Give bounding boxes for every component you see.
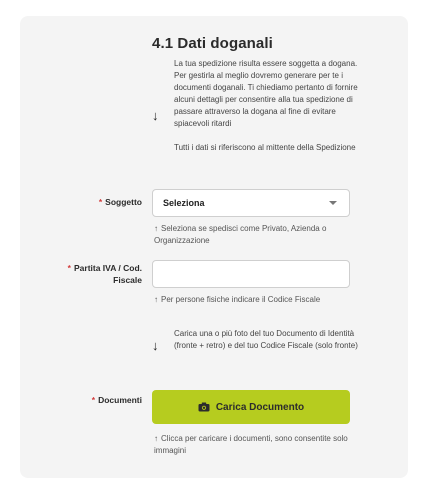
required-mark: * bbox=[98, 197, 103, 207]
documents-info-block bbox=[150, 328, 365, 368]
arrow-down-icon: ↓ bbox=[152, 108, 159, 123]
upload-document-button[interactable] bbox=[152, 390, 350, 424]
partita-iva-label-line2: Fiscale bbox=[113, 275, 142, 285]
partita-iva-hint-text: Per persone fisiche indicare il Codice Fiscale bbox=[161, 295, 321, 304]
documenti-label bbox=[92, 394, 142, 406]
intro-block bbox=[150, 58, 365, 183]
soggetto-hint-text: Seleziona se spedisci come Privato, Azienda o Organizzazione bbox=[154, 224, 327, 245]
intro-text bbox=[174, 58, 369, 154]
soggetto-select[interactable] bbox=[152, 189, 350, 217]
documenti-hint-text: Clicca per caricare i documenti, sono consentite solo immagini bbox=[154, 434, 348, 455]
arrow-down-icon: ↓ bbox=[152, 338, 159, 353]
intro-note: Tutti i dati si riferiscono al mittente della Spedizione bbox=[174, 143, 356, 152]
section-title: 4.1 Dati doganali bbox=[152, 35, 273, 52]
partita-iva-label-line1: Partita IVA / Cod. bbox=[73, 263, 142, 273]
arrow-up-icon: ↑ bbox=[154, 224, 158, 233]
required-mark: * bbox=[91, 395, 96, 405]
arrow-up-icon: ↑ bbox=[154, 434, 158, 443]
partita-iva-input[interactable] bbox=[152, 260, 350, 288]
documenti-label-text: Documenti bbox=[98, 395, 142, 405]
camera-icon bbox=[198, 402, 210, 412]
partita-iva-label bbox=[68, 262, 142, 286]
upload-document-button-label: Carica Documento bbox=[215, 401, 305, 413]
partita-iva-hint bbox=[154, 294, 354, 306]
soggetto-hint bbox=[154, 223, 354, 247]
required-mark: * bbox=[67, 263, 71, 273]
soggetto-label bbox=[99, 196, 142, 208]
arrow-up-icon: ↑ bbox=[154, 295, 158, 304]
intro-paragraph: La tua spedizione risulta essere soggetta a dogana. Per gestirla al meglio dovremo generare per te i documenti doganali. Ti chiediamo pertanto di fornire alcuni dettagli per consentire alla tua spedizione di passare attraverso la dogana al fine di evitare spiacevoli ritardi bbox=[174, 59, 358, 128]
soggetto-label-text: Soggetto bbox=[105, 197, 142, 207]
documenti-hint bbox=[154, 433, 354, 457]
documents-info-text: Carica una o più foto del tuo Documento di Identità (fronte + retro) e del tuo Codice Fiscale (solo fronte) bbox=[174, 329, 358, 350]
soggetto-select-value: Seleziona bbox=[163, 198, 205, 208]
chevron-down-icon bbox=[329, 201, 337, 205]
